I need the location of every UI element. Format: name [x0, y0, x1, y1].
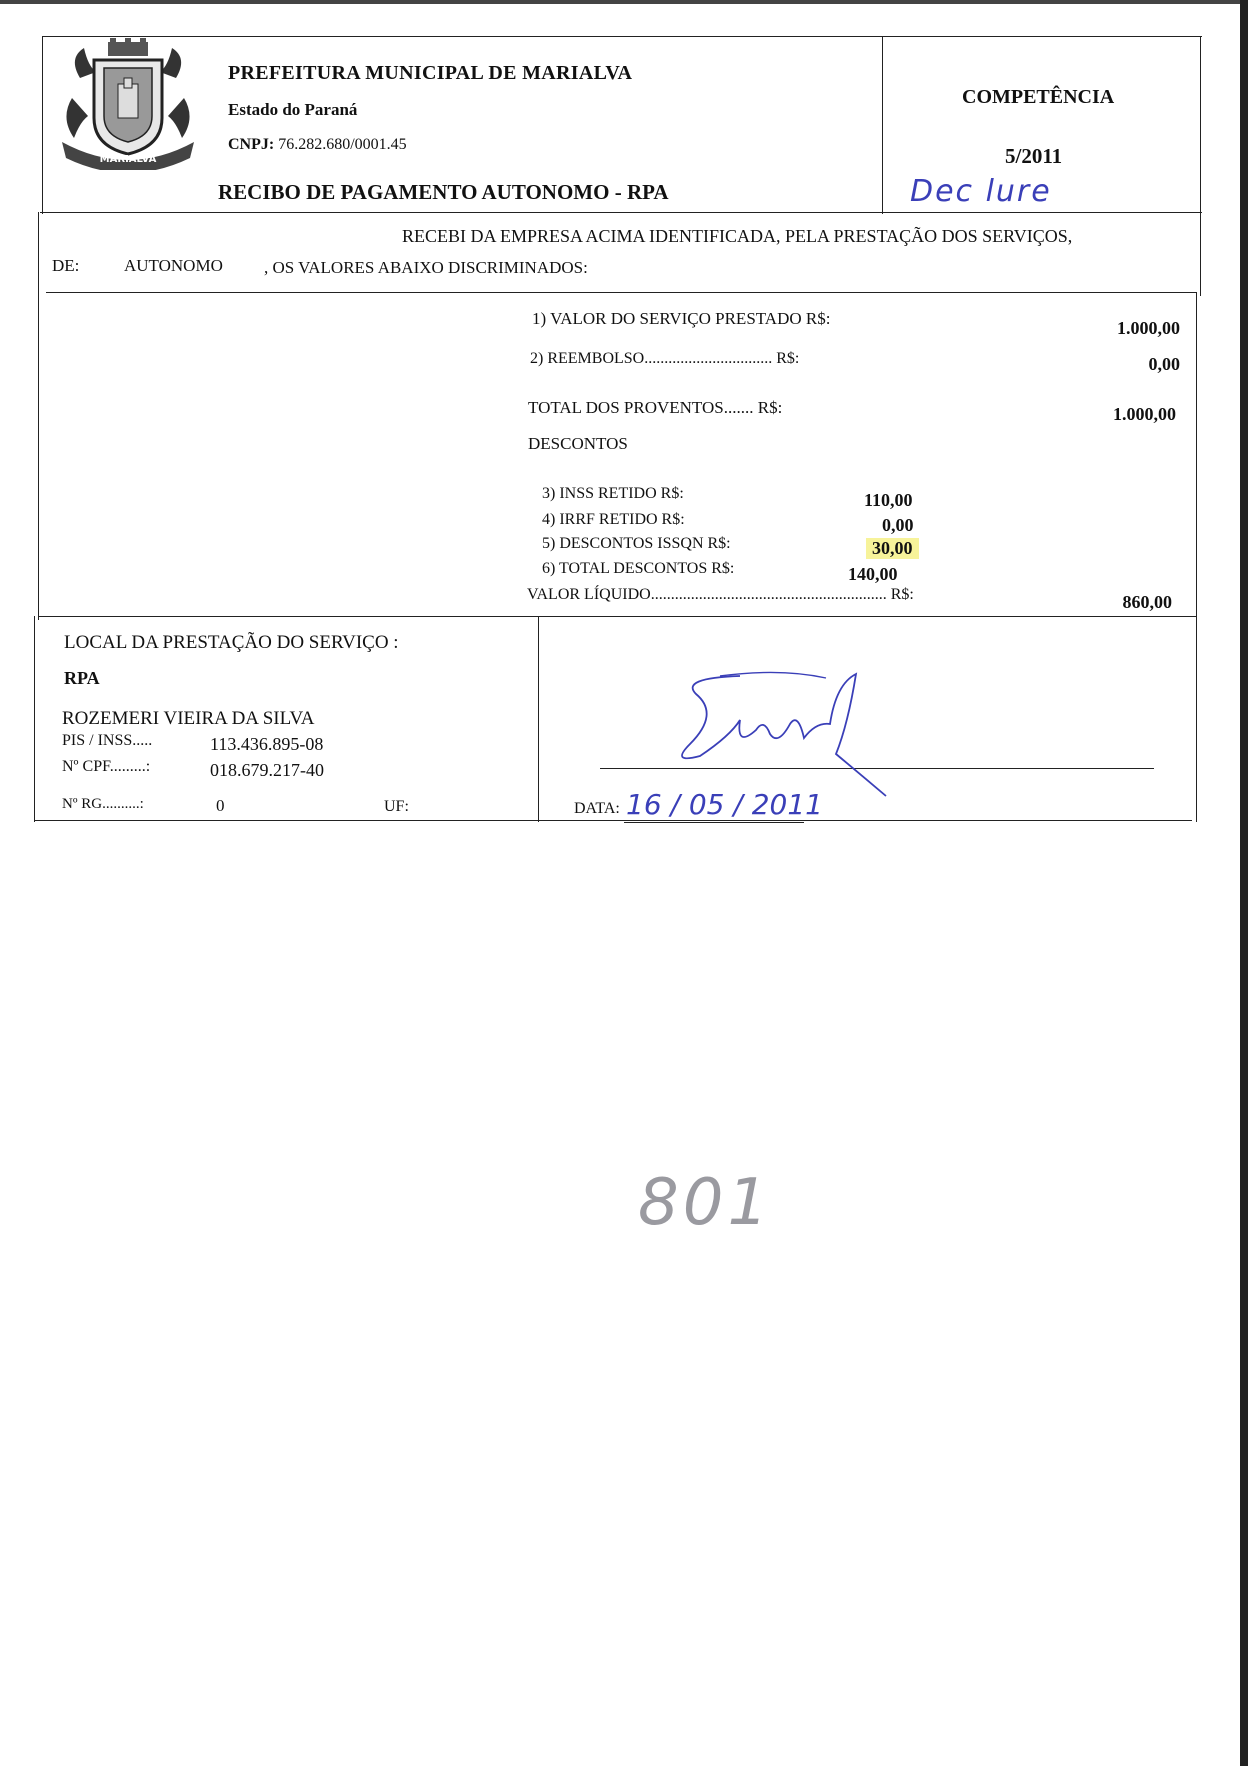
de-label: DE:: [52, 256, 80, 275]
issqn-label: 5) DESCONTOS ISSQN R$:: [542, 535, 731, 552]
reembolso-label: 2) REEMBOLSO................................ R$:: [530, 350, 800, 367]
date-label: DATA:: [574, 800, 620, 817]
state-name: Estado do Paraná: [228, 100, 358, 119]
signature: [660, 664, 900, 804]
irrf-label: 4) IRRF RETIDO R$:: [542, 511, 685, 528]
cpf-label: Nº CPF.........:: [62, 758, 151, 775]
irrf-value: 0,00: [882, 515, 914, 535]
rg-value: 0: [216, 796, 225, 815]
scan-top-edge: [0, 0, 1248, 4]
pis-label: PIS / INSS.....: [62, 732, 153, 749]
signature-divider: [538, 616, 539, 822]
inss-value: 110,00: [864, 490, 913, 510]
cnpj-value: 76.282.680/0001.45: [278, 136, 407, 153]
frame-bottom: [34, 820, 1192, 821]
uf-label: UF:: [384, 798, 409, 815]
servico-label: 1) VALOR DO SERVIÇO PRESTADO R$:: [532, 309, 831, 328]
date-value: 16 / 05 / 2011: [626, 788, 823, 821]
frame-right-top: [1200, 36, 1201, 296]
local-value: RPA: [64, 668, 100, 688]
frame-header-bottom: [40, 212, 1202, 213]
de-value: AUTONOMO: [124, 256, 223, 275]
statement-line2: , OS VALORES ABAIXO DISCRIMINADOS:: [264, 258, 588, 277]
inss-label: 3) INSS RETIDO R$:: [542, 485, 684, 502]
total-descontos-label: 6) TOTAL DESCONTOS R$:: [542, 560, 735, 577]
page-number-annotation: 801: [638, 1166, 773, 1240]
frame-right-bottom: [1196, 292, 1197, 822]
provider-name: ROZEMERI VIEIRA DA SILVA: [62, 708, 315, 729]
scan-right-edge: [1240, 0, 1248, 1766]
liquido-label: VALOR LÍQUIDO........................................................... R$:: [527, 586, 914, 603]
statement-line1: RECEBI DA EMPRESA ACIMA IDENTIFICADA, PELA PRESTAÇÃO DOS SERVIÇOS,: [402, 226, 1073, 246]
frame-left-top: [42, 36, 43, 214]
competencia-value: 5/2011: [1005, 144, 1063, 168]
total-proventos-label: TOTAL DOS PROVENTOS....... R$:: [528, 398, 783, 417]
issqn-value: 30,00: [866, 538, 919, 559]
frame-top: [42, 36, 1202, 37]
frame-left-bottom: [34, 616, 35, 822]
total-proventos-value: 1.000,00: [1113, 404, 1176, 424]
liquido-value: 860,00: [1122, 592, 1172, 612]
local-label: LOCAL DA PRESTAÇÃO DO SERVIÇO :: [64, 632, 399, 653]
frame-statement-bottom: [46, 292, 1196, 293]
cpf-value: 018.679.217-40: [210, 760, 324, 780]
rg-label: Nº RG..........:: [62, 796, 144, 812]
servico-value: 1.000,00: [1117, 318, 1180, 338]
total-descontos-value: 140,00: [848, 564, 898, 584]
pis-value: 113.436.895-08: [210, 734, 324, 754]
cnpj-label: CNPJ:: [228, 136, 275, 153]
date-underline: [624, 822, 804, 823]
descontos-label: DESCONTOS: [528, 434, 628, 453]
handwritten-note: Dec lure: [910, 174, 1052, 209]
competencia-label: COMPETÊNCIA: [962, 86, 1115, 108]
cnpj: [228, 136, 407, 154]
reembolso-value: 0,00: [1148, 354, 1180, 374]
frame-left-mid: [38, 212, 39, 620]
municipal-crest: [58, 38, 198, 170]
document-title: RECIBO DE PAGAMENTO AUTONOMO - RPA: [218, 180, 669, 204]
competencia-divider: [882, 36, 883, 214]
svg-text:MARIALVA: MARIALVA: [99, 154, 157, 165]
crest-icon: [58, 38, 198, 170]
frame-values-bottom: [38, 616, 1196, 617]
org-name: PREFEITURA MUNICIPAL DE MARIALVA: [228, 62, 633, 84]
signature-icon: [660, 664, 900, 804]
